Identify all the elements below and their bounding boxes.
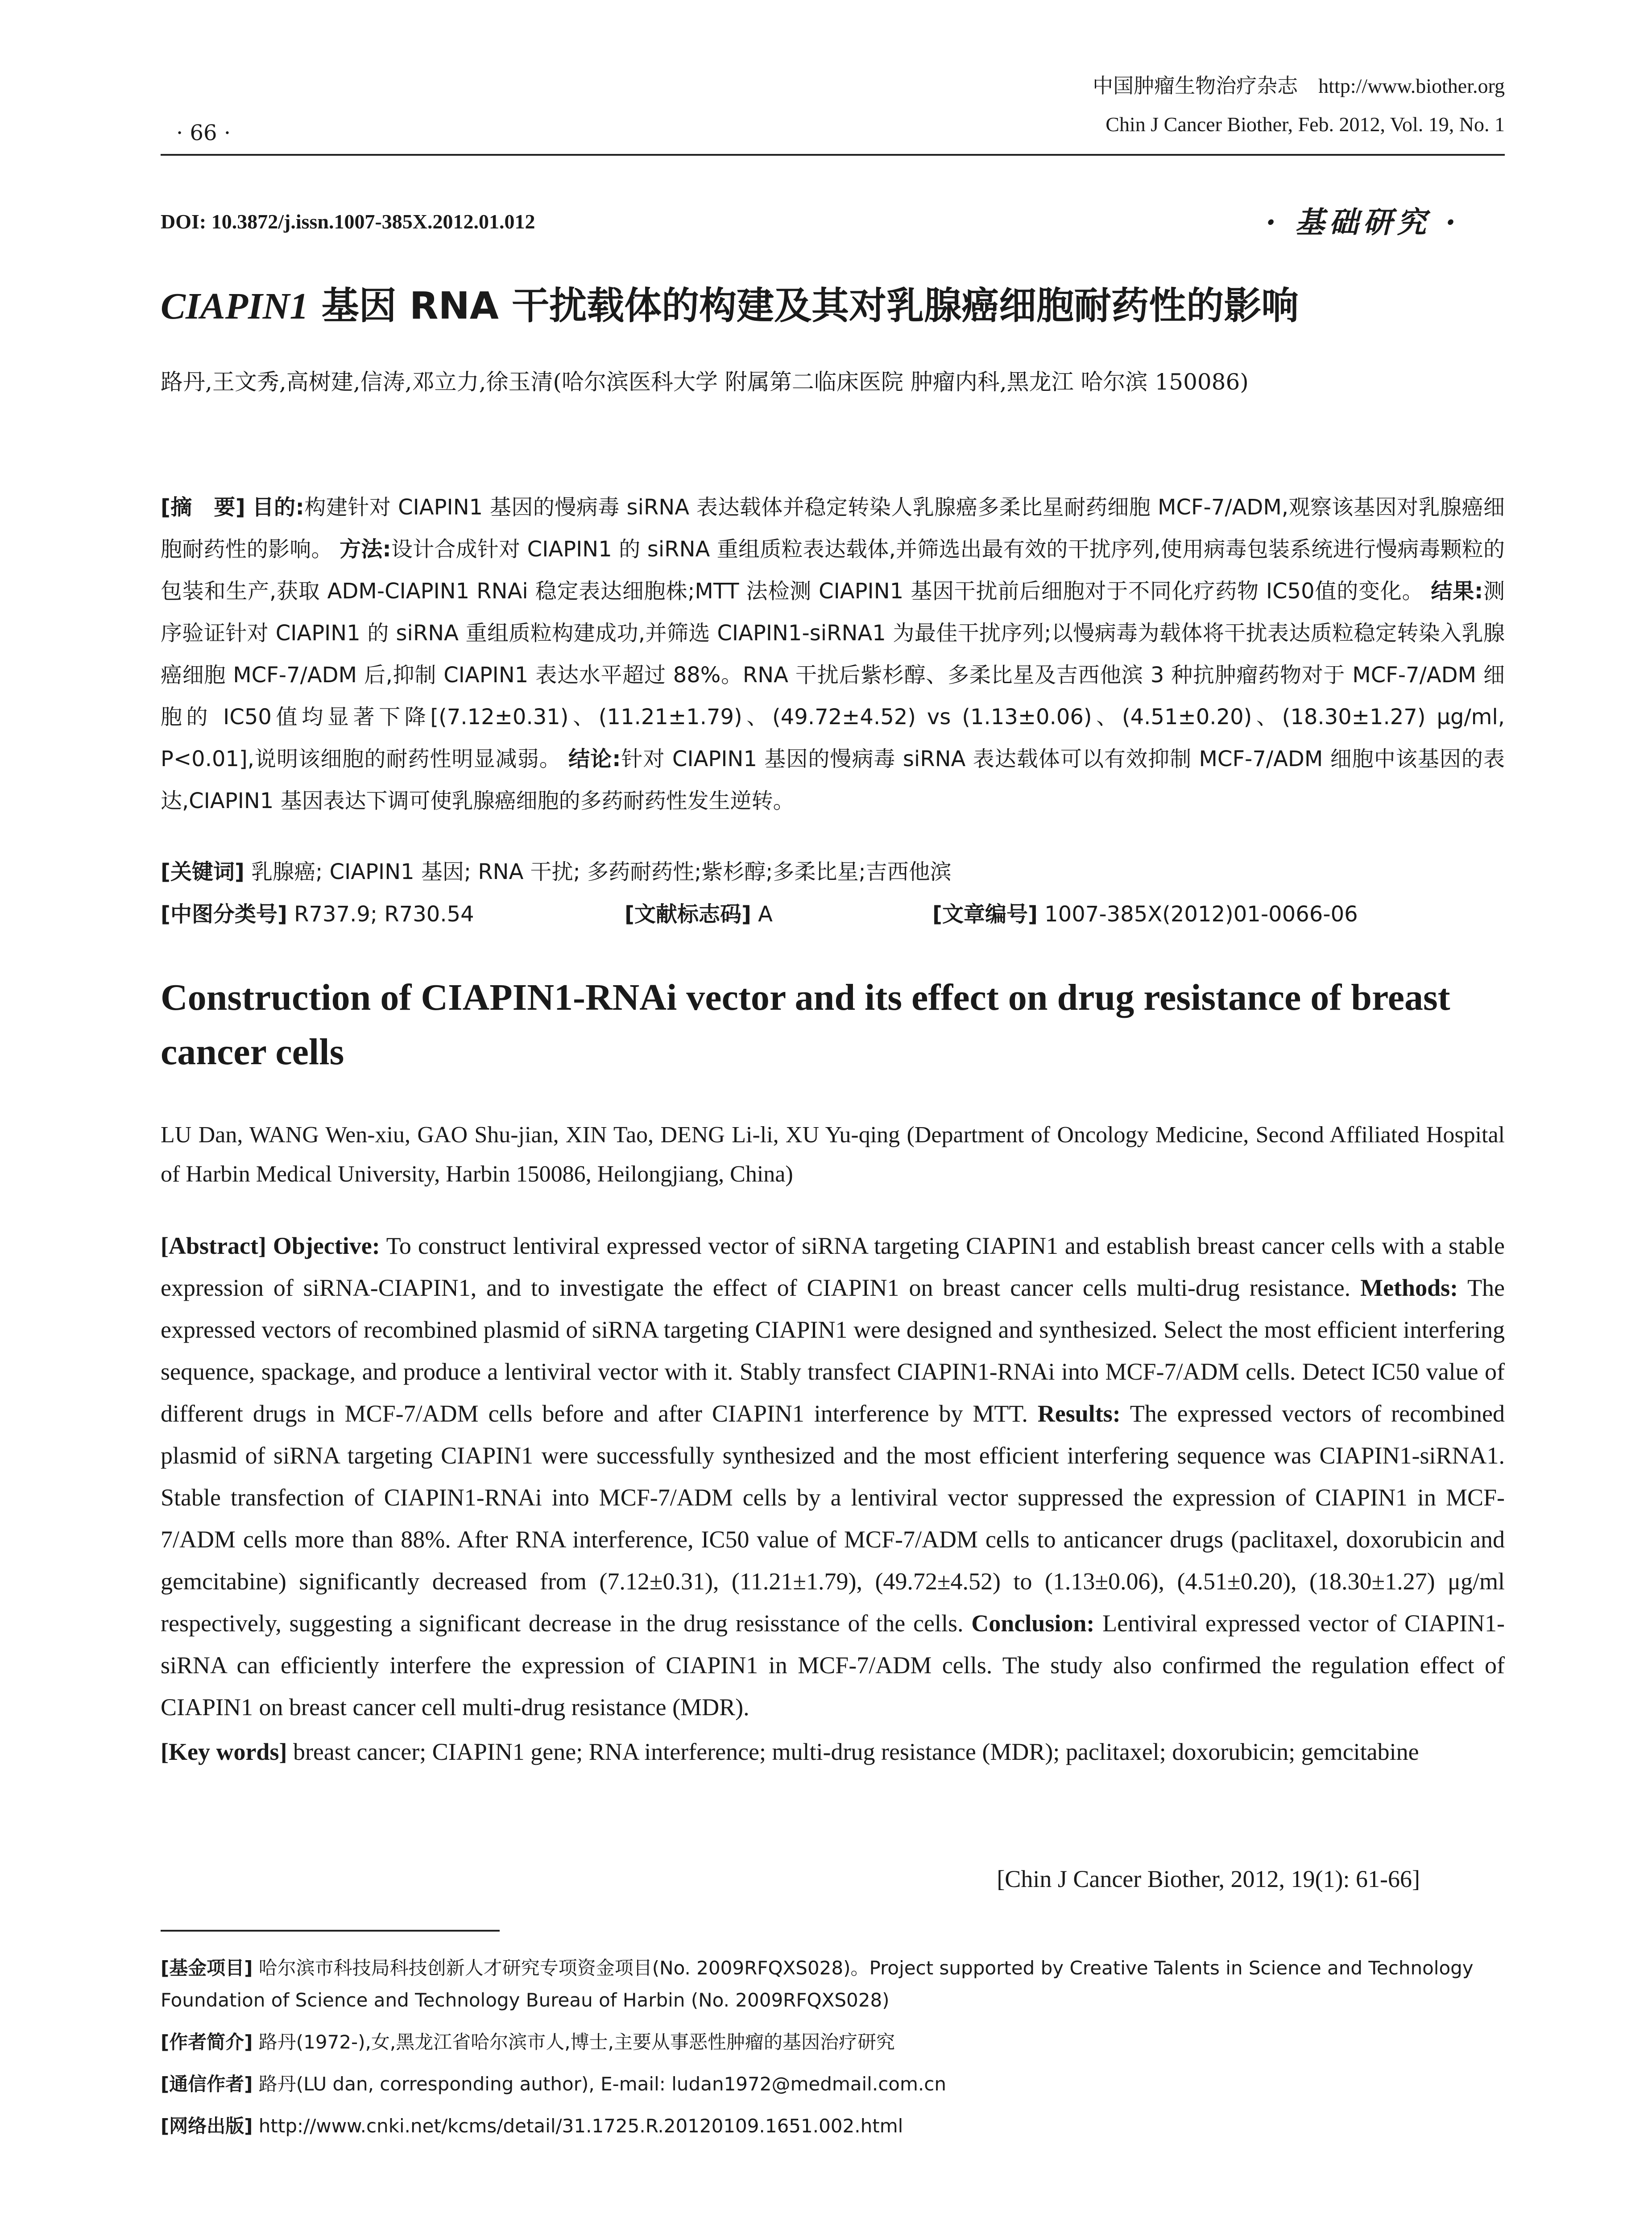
footnote-rule bbox=[161, 1930, 500, 1932]
en-results-label: Results: bbox=[1037, 1400, 1121, 1427]
cn-abstract-label: [摘 要] bbox=[161, 495, 245, 520]
cn-title-text: 基因 RNA 干扰载体的构建及其对乳腺癌细胞耐药性的影响 bbox=[308, 284, 1299, 328]
cn-keywords-text: 乳腺癌; CIAPIN1 基因; RNA 干扰; 多药耐药性;紫杉醇;多柔比星;吉西他滨 bbox=[251, 859, 952, 884]
en-objective-label: Objective: bbox=[273, 1232, 380, 1259]
citation: [Chin J Cancer Biother, 2012, 19(1): 61-66] bbox=[997, 1866, 1420, 1892]
doc-code-value: A bbox=[758, 902, 773, 927]
en-conclusion: Lentiviral expressed vector of CIAPIN1-siRNA can efficiently interfere the expression of CIAPIN1 in MCF-7/ADM cells. The study also confirmed the regulation effect of CIAPIN1 on breast cancer cell multi-drug resistance (MDR). bbox=[161, 1610, 1505, 1721]
cn-conclusion: 针对 CIAPIN1 基因的慢病毒 siRNA 表达载体可以有效抑制 MCF-7/ADM 细胞中该基因的表达,CIAPIN1 基因表达下调可使乳腺癌细胞的多药耐药性发生逆转。 bbox=[161, 746, 1505, 813]
doc-code bbox=[625, 897, 773, 928]
en-results: The expressed vectors of recombined plasmid of siRNA targeting CIAPIN1 were successfully synthesized and the most efficient interfering sequence was CIAPIN1-siRNA1. Stable transfection of CIAPIN1-RNAi into MCF-7/ADM cells by a lentiviral vector suppressed the expression of CIAPIN1 in MCF-7/ADM cells more than 88%. After RNA interference, IC50 value of MCF-7/ADM cells to anticancer drugs (paclitaxel, doxorubicin and gemcitabine) significantly decreased from (7.12±0.31), (11.21±1.79), (49.72±4.52) to (1.13±0.06), (4.51±0.20), (18.30±1.27) μg/ml respectively, suggesting a significant decrease in the drug resisstance of the cells. bbox=[161, 1400, 1505, 1637]
doc-code-label: [文献标志码] bbox=[625, 902, 751, 927]
footnote-corresponding bbox=[161, 2068, 1505, 2100]
cn-results: 测序验证针对 CIAPIN1 的 siRNA 重组质粒构建成功,并筛选 CIAPIN1-siRNA1 为最佳干扰序列;以慢病毒为载体将干扰表达质粒稳定转染入乳腺癌细胞 MCF-7/ADM 后,抑制 CIAPIN1 表达水平超过 88%。RNA 干扰后紫杉醇、多柔比星及吉西他滨 3 种抗肿瘤药物对于 MCF-7/ADM 细胞的 IC50值均显著下降[(7.12±0.31)、(11.21±1.79)、(49.72±4.52) vs (1.13±0.06)、(4.51±0.20)、(18.30±1.27) μg/ml, P<0.01],说明该细胞的耐药性明显减弱。 bbox=[161, 579, 1505, 771]
corr-label: [通信作者] bbox=[161, 2073, 253, 2095]
en-abstract bbox=[161, 1225, 1505, 1773]
en-authors: LU Dan, WANG Wen-xiu, GAO Shu-jian, XIN Tao, DENG Li-li, XU Yu-qing (Department of Oncology Medicine, Second Affiliated Hospital of Harbin Medical University, Harbin 150086, Heilongjiang, China) bbox=[161, 1122, 1505, 1187]
cn-methods-label: 方法: bbox=[340, 537, 391, 562]
footnote-online bbox=[161, 2110, 1505, 2142]
journal-header bbox=[1093, 67, 1505, 144]
cn-conclusion-label: 结论: bbox=[568, 746, 621, 771]
online-label: [网络出版] bbox=[161, 2115, 253, 2137]
en-objective: To construct lentiviral expressed vector of siRNA targeting CIAPIN1 and establish breast cancer cells with a stable expression of siRNA-CIAPIN1, and to investigate the effect of CIAPIN1 on breast cancer cells multi-drug resistance. bbox=[161, 1232, 1505, 1301]
cn-keywords bbox=[161, 854, 1505, 885]
en-keywords bbox=[161, 1731, 1505, 1773]
cn-methods: 设计合成针对 CIAPIN1 的 siRNA 重组质粒表达载体,并筛选出最有效的干扰序列,使用病毒包装系统进行慢病毒颗粒的包装和生产,获取 ADM-CIAPIN1 RNAi 稳定表达细胞株;MTT 法检测 CIAPIN1 基因干扰前后细胞对于不同化疗药物 IC50值的变化。 bbox=[161, 537, 1505, 604]
article-no-value: 1007-385X(2012)01-0066-06 bbox=[1044, 902, 1358, 927]
clc-label: [中图分类号] bbox=[161, 902, 287, 927]
online-link[interactable]: http://www.cnki.net/kcms/detail/31.1725.R.20120109.1651.002.html bbox=[258, 2115, 903, 2137]
cn-results-label: 结果: bbox=[1431, 579, 1483, 604]
journal-issue: Chin J Cancer Biother, Feb. 2012, Vol. 19, No. 1 bbox=[1105, 113, 1505, 136]
fund-label: [基金项目] bbox=[161, 1957, 253, 1979]
cn-keywords-label: [关键词] bbox=[161, 859, 244, 884]
journal-cn-url: 中国肿瘤生物治疗杂志 http://www.biother.org bbox=[1093, 75, 1505, 97]
cn-objective: 构建针对 CIAPIN1 基因的慢病毒 siRNA 表达载体并稳定转染人乳腺癌多柔比星耐药细胞 MCF-7/ADM,观察该基因对乳腺癌细胞耐药性的影响。 bbox=[161, 495, 1505, 562]
section-tag: · 基础研究 · bbox=[1266, 205, 1460, 240]
cn-authors: 路丹,王文秀,高树建,信涛,邓立力,徐玉清(哈尔滨医科大学 附属第二临床医院 肿瘤内科,黑龙江 哈尔滨 150086) bbox=[161, 369, 1249, 395]
article-no-label: [文章编号] bbox=[932, 902, 1038, 927]
doi: DOI: 10.3872/j.issn.1007-385X.2012.01.012 bbox=[161, 210, 535, 233]
header-rule bbox=[161, 154, 1505, 156]
cn-title-gene: CIAPIN1 bbox=[161, 286, 309, 327]
footnotes bbox=[161, 1952, 1505, 2152]
fund-text: 哈尔滨市科技局科技创新人才研究专项资金项目(No. 2009RFQXS028)。Project supported by Creative Talents in Science and Technology Foundation of Science and Technology Bureau of Harbin (No. 2009RFQXS028) bbox=[161, 1957, 1474, 2011]
footnote-fund bbox=[161, 1952, 1505, 2016]
article-number bbox=[932, 897, 1358, 928]
en-conclusion-label: Conclusion: bbox=[971, 1610, 1095, 1637]
author-text: 路丹(1972-),女,黑龙江省哈尔滨市人,博士,主要从事恶性肿瘤的基因治疗研究 bbox=[258, 2031, 895, 2053]
en-methods-label: Methods: bbox=[1360, 1274, 1458, 1301]
en-methods: The expressed vectors of recombined plasmid of siRNA targeting CIAPIN1 were designed and synthesized. Select the most efficient interfering sequence, spackage, and produce a lentiviral vector with it. Stably transfect CIAPIN1-RNAi into MCF-7/ADM cells. Detect IC50 value of different drugs in MCF-7/ADM cells before and after CIAPIN1 interference by MTT. bbox=[161, 1274, 1505, 1427]
cn-title bbox=[161, 276, 1299, 330]
clc-value: R737.9; R730.54 bbox=[294, 902, 474, 927]
author-label: [作者简介] bbox=[161, 2031, 253, 2053]
footnote-author bbox=[161, 2026, 1505, 2058]
page-number: · 66 · bbox=[176, 120, 231, 145]
corr-text: 路丹(LU dan, corresponding author), E-mail: ludan1972@medmail.com.cn bbox=[258, 2073, 946, 2095]
cn-abstract bbox=[161, 486, 1505, 822]
en-abstract-label: [Abstract] bbox=[161, 1232, 266, 1259]
cn-objective-label: 目的: bbox=[252, 495, 304, 520]
en-keywords-text: breast cancer; CIAPIN1 gene; RNA interference; multi-drug resistance (MDR); paclitaxel; doxorubicin; gemcitabine bbox=[293, 1738, 1419, 1765]
en-title: Construction of CIAPIN1-RNAi vector and its effect on drug resistance of breast cancer cells bbox=[161, 977, 1450, 1073]
en-keywords-label: [Key words] bbox=[161, 1738, 287, 1765]
